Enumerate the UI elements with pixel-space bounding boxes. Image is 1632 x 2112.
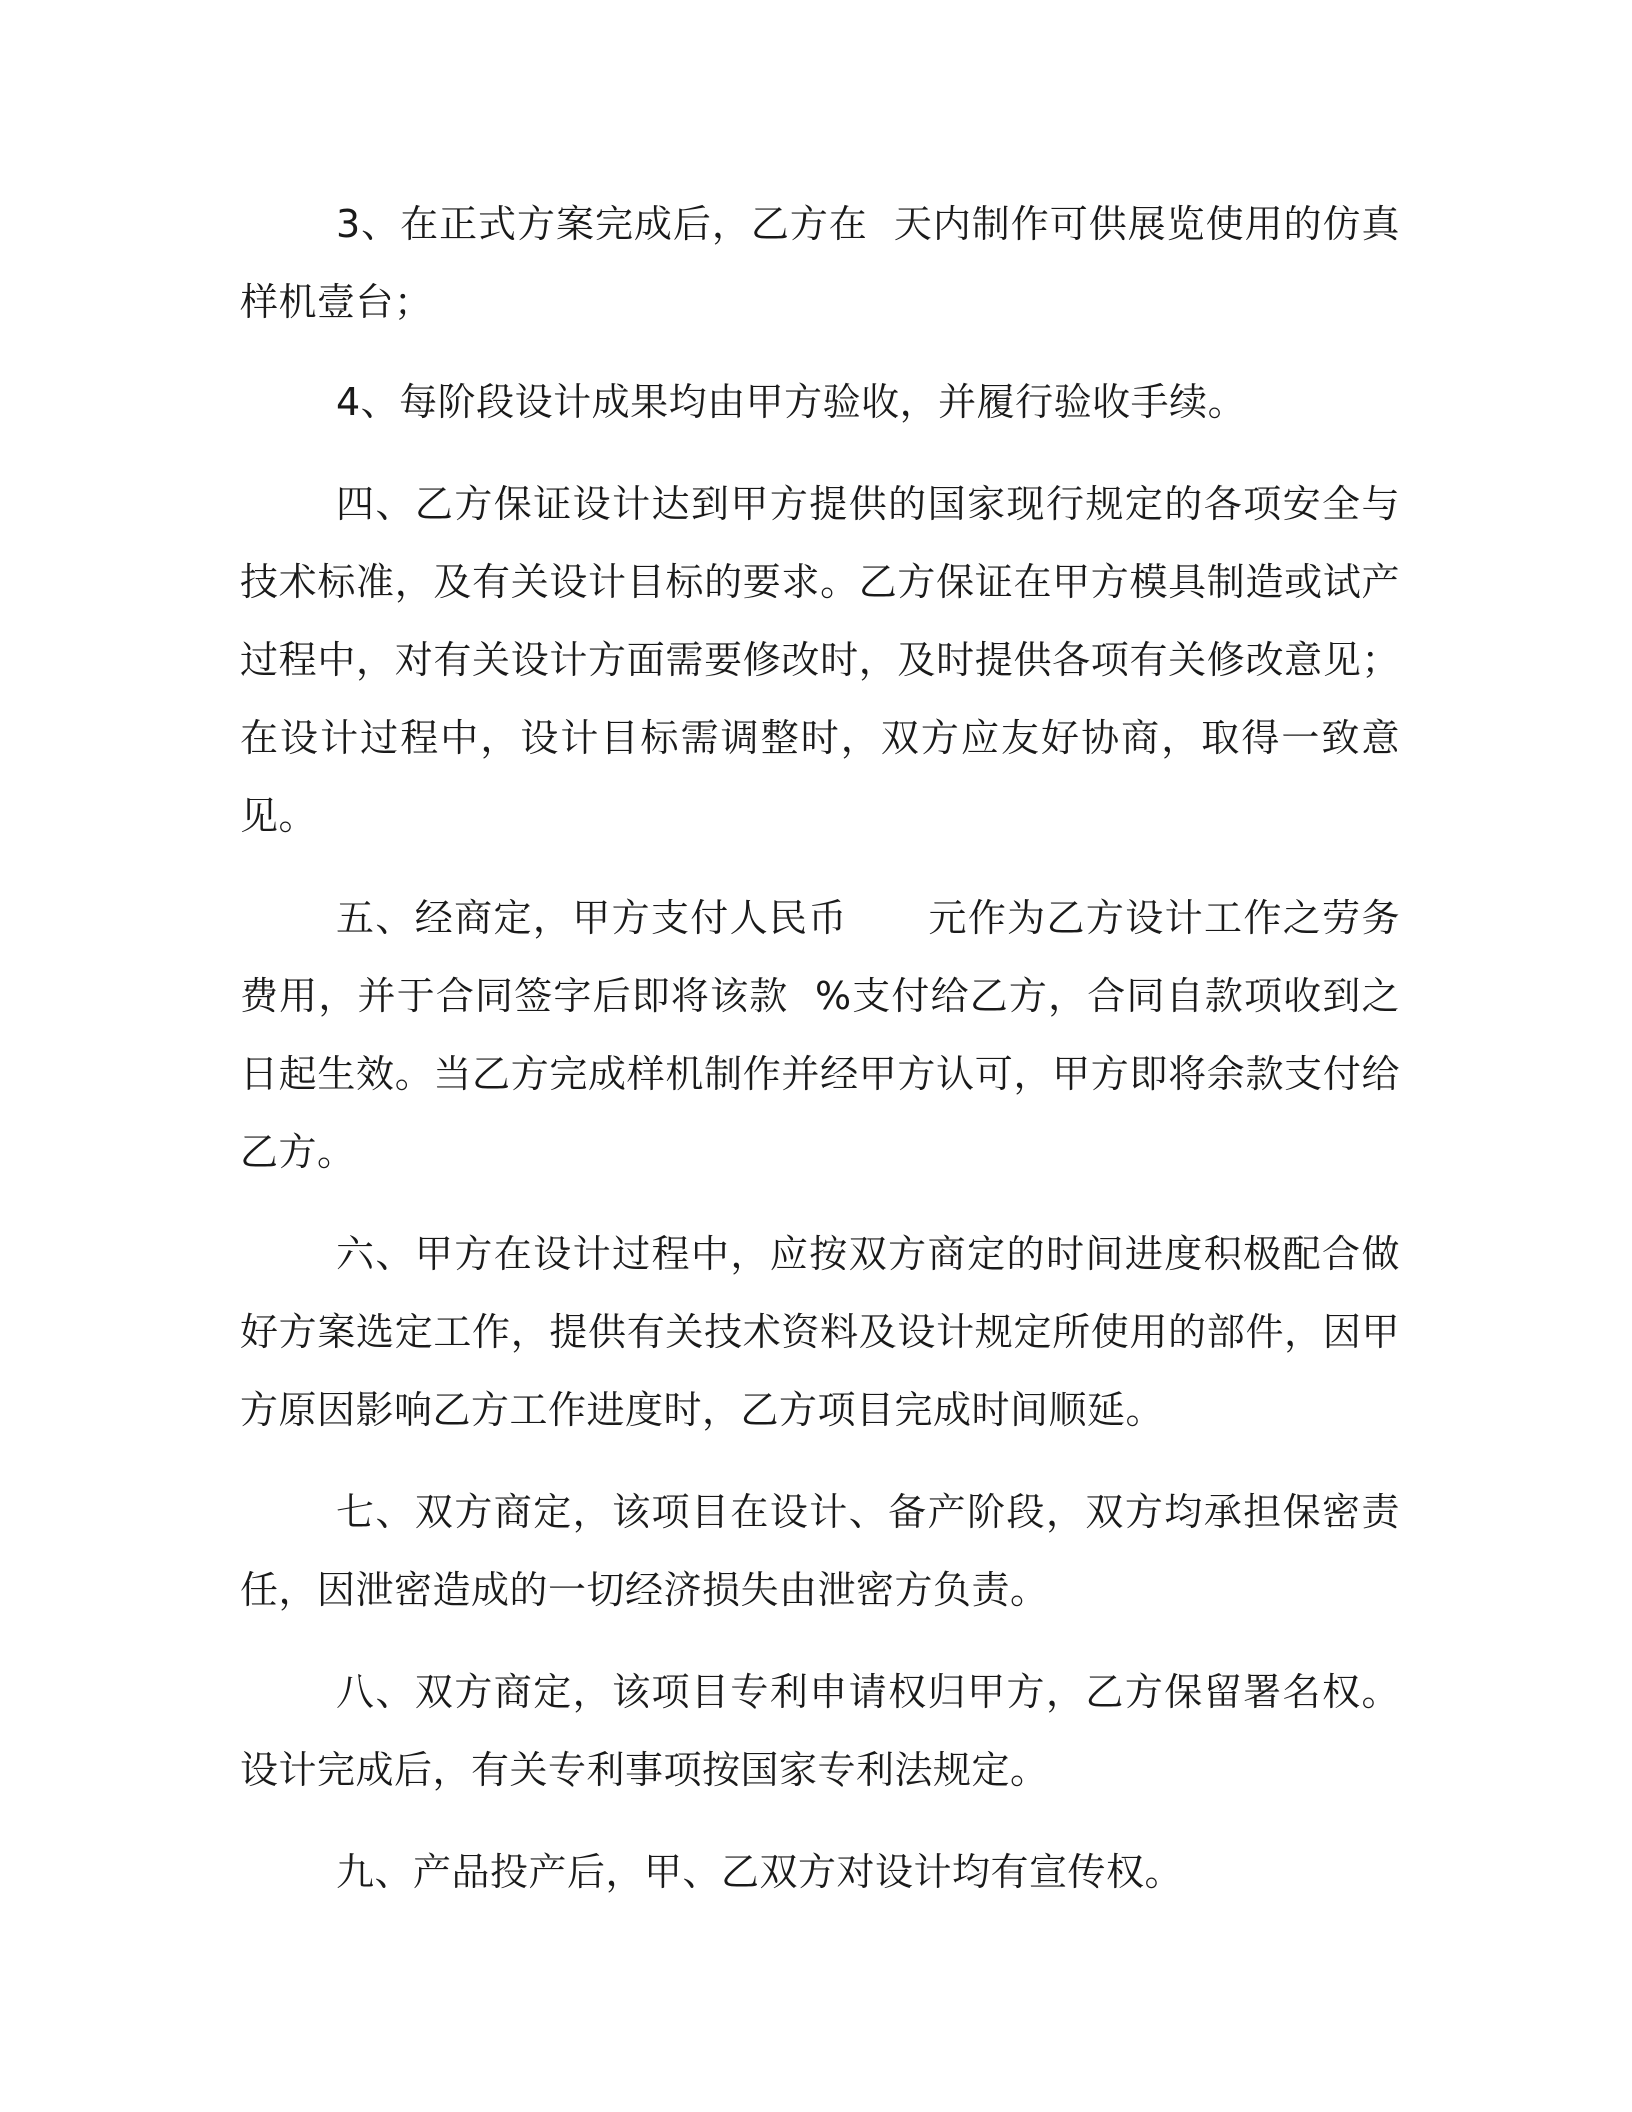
paragraph-section-8: 八、双方商定，该项目专利申请权归甲方，乙方保留署名权。设计完成后，有关专利事项按国家专利法规定。 bbox=[240, 1670, 1400, 1792]
paragraph-section-4: 四、乙方保证设计达到甲方提供的国家现行规定的各项安全与技术标准，及有关设计目标的要求。乙方保证在甲方模具制造或试产过程中，对有关设计方面需要修改时，及时提供各项有关修改意见；在设计过程中，设计目标需调整时，双方应友好协商，取得一致意见。 bbox=[240, 482, 1400, 838]
paragraph-section-7: 七、双方商定，该项目在设计、备产阶段，双方均承担保密责任，因泄密造成的一切经济损失由泄密方负责。 bbox=[240, 1490, 1400, 1612]
document-body bbox=[240, 185, 1400, 1911]
paragraph-section-5: 五、经商定，甲方支付人民币 元作为乙方设计工作之劳务费用，并于合同签字后即将该款 %支付给乙方，合同自款项收到之日起生效。当乙方完成样机制作并经甲方认可，甲方即将余款支付给乙方。 bbox=[240, 896, 1400, 1174]
paragraph-item-3: 3、在正式方案完成后，乙方在 天内制作可供展览使用的仿真样机壹台； bbox=[240, 202, 1400, 324]
paragraph-section-9: 九、产品投产后，甲、乙双方对设计均有宣传权。 bbox=[336, 1850, 1184, 1894]
paragraph-item-4: 4、每阶段设计成果均由甲方验收，并履行验收手续。 bbox=[336, 380, 1247, 424]
paragraph-section-6: 六、甲方在设计过程中，应按双方商定的时间进度积极配合做好方案选定工作，提供有关技术资料及设计规定所使用的部件，因甲方原因影响乙方工作进度时，乙方项目完成时间顺延。 bbox=[240, 1232, 1400, 1432]
